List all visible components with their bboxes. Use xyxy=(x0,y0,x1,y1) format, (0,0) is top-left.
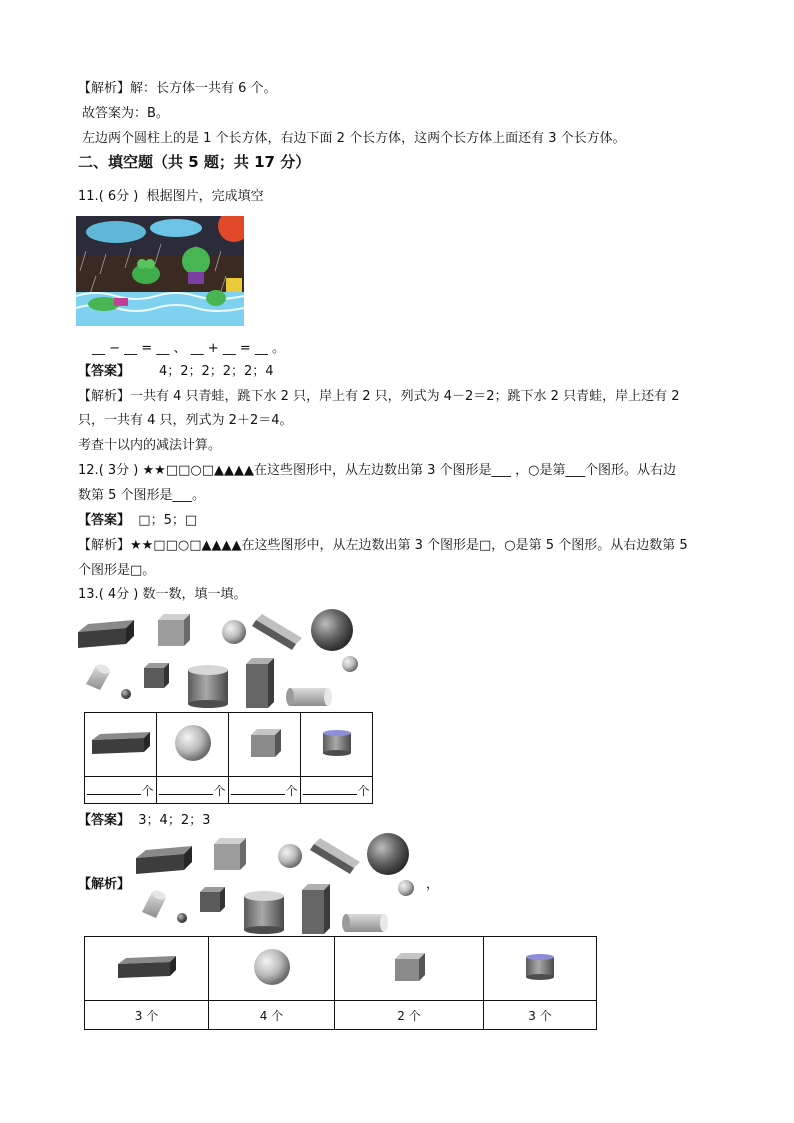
sphere-icon xyxy=(311,609,353,651)
analysis-comma: ， xyxy=(426,877,440,892)
q10-analysis: 【解析】解：长方体一共有 6 个。 xyxy=(78,81,277,96)
cylinder-icon xyxy=(244,891,284,934)
analysis-cell-cube xyxy=(335,937,484,1001)
analysis-cell-cylinder xyxy=(484,937,597,1001)
q11-prompt: 根据图片，完成填空 xyxy=(146,189,264,204)
q13-analysis-shapes xyxy=(134,830,424,936)
count-cell-3: 2 个 xyxy=(335,1001,484,1030)
blank-cell-4: 个 xyxy=(301,777,373,804)
sphere-icon xyxy=(121,689,131,699)
q10-explain: 左边两个圆柱上的是 1 个长方体，右边下面 2 个长方体，这两个长方体上面还有 3 个长方体。 xyxy=(82,131,626,146)
q13-answer-row xyxy=(78,812,210,830)
sphere-icon xyxy=(177,913,187,923)
q11-answer-row xyxy=(78,363,274,381)
analysis-cell-cuboid xyxy=(85,937,209,1001)
cylinder-icon xyxy=(188,665,228,708)
q13-answer-label: 【答案】 xyxy=(78,813,131,828)
sphere-icon xyxy=(173,723,213,763)
q13-number: 13. xyxy=(78,587,99,602)
table-cell-cuboid xyxy=(85,713,157,777)
sphere-icon xyxy=(342,656,358,672)
count-cell-1: 3 个 xyxy=(85,1001,209,1030)
cuboid-icon xyxy=(136,846,192,874)
cuboid-icon xyxy=(252,614,302,650)
blank-cell-2: 个 xyxy=(157,777,229,804)
cube-icon xyxy=(144,663,169,688)
cube-icon xyxy=(214,838,246,870)
q12-line2: 数第 5 个图形是___。 xyxy=(78,488,206,503)
q11-answer: 4；2；2；2；2；4 xyxy=(158,364,274,379)
q11-score: ( 6分 ) xyxy=(98,189,139,204)
q12-analysis-2: 个图形是□。 xyxy=(78,563,156,578)
cube-icon xyxy=(391,951,427,983)
sphere-icon xyxy=(252,947,292,987)
cylinder-icon xyxy=(524,952,556,982)
q12-line1 xyxy=(78,462,676,480)
table-cell-cube xyxy=(229,713,301,777)
cube-icon xyxy=(247,727,283,759)
q12-number: 12. xyxy=(78,463,99,478)
q13-shapes-cluster xyxy=(76,606,366,710)
q10-answer: 故答案为：B。 xyxy=(82,106,169,121)
q13-question-table xyxy=(84,712,373,804)
cylinder-icon xyxy=(321,728,353,758)
q12-answer-label: 【答案】 xyxy=(78,513,131,528)
cuboid-icon xyxy=(246,658,274,708)
cuboid-icon xyxy=(88,728,154,758)
cylinder-icon xyxy=(142,888,167,918)
cuboid-icon xyxy=(78,620,134,648)
q13-score: ( 4分 ) xyxy=(98,587,139,602)
q13-analysis-label: 【解析】 xyxy=(78,877,131,892)
section-title: 二、填空题（共 5 题；共 17 分） xyxy=(78,153,311,171)
analysis-cell-sphere xyxy=(209,937,335,1001)
q12-answer: □；5；□ xyxy=(138,513,198,528)
q11-blanks: __ − __ = __ 、 __ + __ = __ 。 xyxy=(92,341,286,356)
sphere-icon xyxy=(222,620,246,644)
q11-number: 11. xyxy=(78,189,99,204)
blank-cell-3: 个 xyxy=(229,777,301,804)
q11-header xyxy=(78,188,264,206)
cube-icon xyxy=(200,887,225,912)
cylinder-icon xyxy=(286,688,332,706)
sphere-icon xyxy=(278,844,302,868)
q12-analysis-1: 【解析】★★□□○□▲▲▲▲在这些图形中，从左边数出第 3 个图形是□，○是第 5 个图形。从右边数第 5 xyxy=(78,538,688,553)
sphere-icon xyxy=(398,880,414,896)
count-cell-2: 4 个 xyxy=(209,1001,335,1030)
q11-analysis-2: 只，一共有 4 只，列式为 2＋2＝4。 xyxy=(78,413,293,428)
q13-prompt: 数一数，填一填。 xyxy=(142,587,247,602)
cube-icon xyxy=(158,614,190,646)
q12-text-1: ★★□□○□▲▲▲▲在这些图形中，从左边数出第 3 个图形是___ ，○是第___个图形。从右边 xyxy=(142,463,677,478)
cuboid-icon xyxy=(310,838,360,874)
blank-cell-1: 个 xyxy=(85,777,157,804)
cuboid-icon xyxy=(302,884,330,934)
q11-answer-label: 【答案】 xyxy=(78,364,131,379)
table-cell-sphere xyxy=(157,713,229,777)
q12-answer-row xyxy=(78,512,197,530)
frog-picture xyxy=(76,216,244,326)
q13-analysis-table xyxy=(84,936,597,1030)
cuboid-icon xyxy=(114,952,180,982)
q13-header xyxy=(78,586,247,604)
sphere-icon xyxy=(367,833,409,875)
q11-analysis-3: 考查十以内的减法计算。 xyxy=(78,438,222,453)
q12-score: ( 3分 ) xyxy=(98,463,139,478)
cylinder-icon xyxy=(86,662,111,690)
table-cell-cylinder xyxy=(301,713,373,777)
cylinder-icon xyxy=(342,914,388,932)
q11-analysis-1: 【解析】一共有 4 只青蛙，跳下水 2 只，岸上有 2 只，列式为 4－2＝2；跳下水 2 只青蛙，岸上还有 2 xyxy=(78,389,680,404)
q13-answer: 3；4；2；3 xyxy=(138,813,211,828)
count-cell-4: 3 个 xyxy=(484,1001,597,1030)
